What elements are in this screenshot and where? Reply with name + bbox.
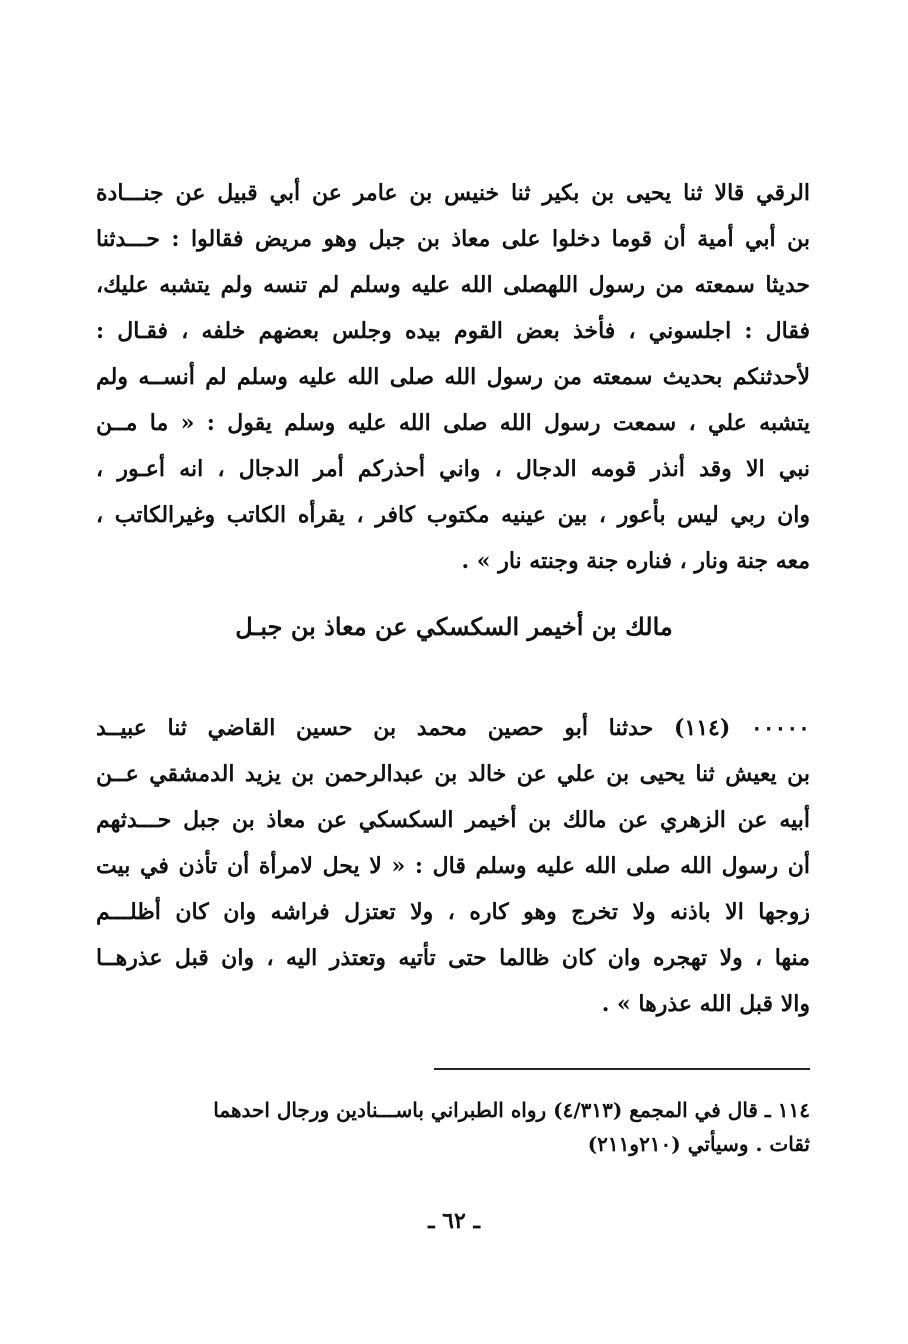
text-line: بن يعيش ثنا يحيى بن علي عن خالد بن عبدالرحمن بن يزيد الدمشقي عــن: [96, 761, 810, 787]
footnote-line: ثقات . وسيأتي (٢١٠و٢١١): [587, 1132, 810, 1156]
text-line: وان ربي ليس بأعور ، بين عينيه مكتوب كافر ، يقرأه الكاتب وغيرالكاتب ،: [96, 502, 810, 528]
text-line: والا قبل الله عذرها » .: [601, 991, 810, 1017]
text-line: فقال : اجلسوني ، فأخذ بعض القوم بيده وجلس بعضهم خلفه ، فقـال :: [96, 318, 810, 344]
text-line: نبي الا وقد أنذر قومه الدجال ، واني أحذركم أمر الدجال ، انه أعـور ،: [96, 456, 810, 482]
text-line: أبيه عن الزهري عن مالك بن أخيمر السكسكي عن معاذ بن جبل حـــدثهم: [96, 807, 810, 833]
text-line: معه جنة ونار ، فناره جنة وجنته نار » .: [461, 548, 810, 574]
text-line: يتشبه علي ، سمعت رسول الله صلى الله عليه وسلم يقول : « ما مــن: [96, 410, 810, 436]
text-line: لأحدثنكم بحديث سمعته من رسول الله صلى الله عليه وسلم لم أنســه ولم: [96, 364, 810, 390]
narration-paragraph-2: [96, 705, 810, 1027]
text-line: أن رسول الله صلى الله عليه وسلم قال : « لا يحل لامرأة أن تأذن في بيت: [96, 853, 810, 879]
text-line: الرقي قالا ثنا يحيى بن بكير ثنا خنيس بن عامر عن أبي قبيل عن جنـــادة: [96, 180, 810, 206]
section-heading: مالك بن أخيمر السكسكي عن معاذ بن جبـل: [235, 612, 673, 641]
footnote: [96, 1093, 810, 1161]
text-line: حديثا سمعته من رسول اللهصلى الله عليه وسلم لم تنسه ولم يتشبه عليك،: [96, 272, 810, 298]
page-number: ـ ٦٢ ـ: [428, 1208, 480, 1234]
text-line: بن أبي أمية أن قوما دخلوا على معاذ بن جبل وهو مريض فقالوا : حـــدثنا: [96, 226, 810, 252]
footnote-line: ١١٤ ـ قال في المجمع (٤/٣١٣) رواه الطبراني باســـنادين ورجال احدهما: [213, 1098, 810, 1122]
narration-paragraph-1: [96, 170, 810, 584]
text-line: ٠٠٠٠٠ (١١٤) حدثنا أبو حصين محمد بن حسين القاضي ثنا عبيــد: [96, 715, 810, 741]
footnote-divider: [434, 1068, 810, 1070]
text-line: زوجها الا باذنه ولا تخرج وهو كاره ، ولا تعتزل فراشه وان كان أظلـــم: [96, 899, 810, 925]
text-line: منها ، ولا تهجره وان كان ظالما حتى تأتيه وتعتذر اليه ، وان قبل عذرهــا: [96, 945, 810, 971]
